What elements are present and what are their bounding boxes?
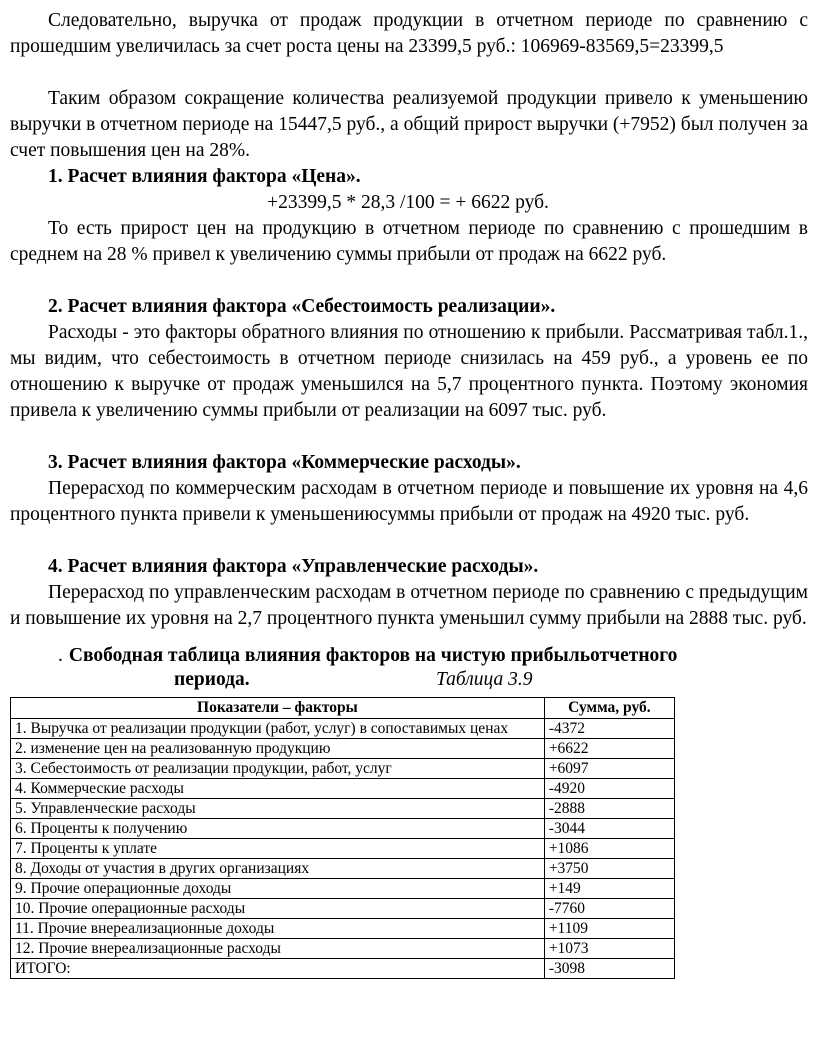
table-row xyxy=(11,899,675,919)
heading-factor-cost: 2. Расчет влияния фактора «Себестоимость реализации». xyxy=(48,296,556,317)
header-sum: Сумма, руб. xyxy=(544,698,674,719)
factor-cell: 10. Прочие операционные расходы xyxy=(11,899,545,919)
factor-cell: 8. Доходы от участия в других организациях xyxy=(11,859,545,879)
sum-cell: +149 xyxy=(544,879,674,899)
sum-cell: +1073 xyxy=(544,939,674,959)
factor-cell-total: ИТОГО: xyxy=(11,959,545,979)
table-row xyxy=(11,859,675,879)
sum-cell: +6622 xyxy=(544,739,674,759)
table-header-row xyxy=(11,698,675,719)
table-row xyxy=(11,939,675,959)
heading-factor-price: 1. Расчет влияния фактора «Цена». xyxy=(48,166,361,187)
factor-cell: 2. изменение цен на реализованную продукцию xyxy=(11,739,545,759)
factor-cell: 1. Выручка от реализации продукции (работ, услуг) в сопоставимых ценах xyxy=(11,719,545,739)
sum-cell: +6097 xyxy=(544,759,674,779)
formula-price: +23399,5 * 28,3 /100 = + 6622 руб. xyxy=(267,192,549,213)
table-title-dot: . xyxy=(58,645,63,666)
table-title-line1: Свободная таблица влияния факторов на чистую прибыльотчетного xyxy=(68,645,678,666)
heading-factor-management: 4. Расчет влияния фактора «Управленческие расходы». xyxy=(48,556,539,577)
table-title-line2: периода. xyxy=(174,669,250,690)
factor-cell: 9. Прочие операционные доходы xyxy=(11,879,545,899)
table-title xyxy=(58,644,778,668)
table-number: Таблица 3.9 xyxy=(436,669,533,690)
table-row xyxy=(11,819,675,839)
table-row-total xyxy=(11,959,675,979)
sum-cell: -4920 xyxy=(544,779,674,799)
sum-cell: +3750 xyxy=(544,859,674,879)
paragraph-cost-effect: Расходы - это факторы обратного влияния по отношению к прибыли. Рассматривая табл.1., мы видим, что себестоимость в отчетном периоде снизилась на 459 руб., а уровень ее по отношению к выручке от продаж уменьшился на 5,7 процентного пункта. Поэтому экономия привела к увеличению суммы прибыли от реализации на 6097 тыс. руб. xyxy=(10,322,808,421)
sum-cell: -4372 xyxy=(544,719,674,739)
table-row xyxy=(11,719,675,739)
factor-cell: 11. Прочие внереализационные доходы xyxy=(11,919,545,939)
heading-factor-commercial: 3. Расчет влияния фактора «Коммерческие расходы». xyxy=(48,452,521,473)
factor-cell: 4. Коммерческие расходы xyxy=(11,779,545,799)
sum-cell-total: -3098 xyxy=(544,959,674,979)
sum-cell: -7760 xyxy=(544,899,674,919)
paragraph-price-effect: То есть прирост цен на продукцию в отчетном периоде по сравнению с прошедшим в среднем на 28 % привел к увеличению суммы прибыли от продаж на 6622 руб. xyxy=(10,218,808,265)
paragraph-revenue-price: Следовательно, выручка от продаж продукции в отчетном периоде по сравнению с прошедшим увеличилась за счет роста цены на 23399,5 руб.: 106969-83569,5=23399,5 xyxy=(10,10,808,57)
table-row xyxy=(11,839,675,859)
factor-cell: 6. Проценты к получению xyxy=(11,819,545,839)
factor-table xyxy=(10,697,675,979)
sum-cell: -3044 xyxy=(544,819,674,839)
sum-cell: -2888 xyxy=(544,799,674,819)
paragraph-commercial-effect: Перерасход по коммерческим расходам в отчетном периоде и повышение их уровня на 4,6 процентного пункта привели к уменьшениюсуммы прибыли от продаж на 4920 тыс. руб. xyxy=(10,478,808,525)
paragraph-management-effect: Перерасход по управленческим расходам в отчетном периоде по сравнению с предыдущим и повышение их уровня на 2,7 процентного пункта уменьшил сумму прибыли на 2888 тыс. руб. xyxy=(10,582,808,629)
table-row xyxy=(11,759,675,779)
table-row xyxy=(11,799,675,819)
table-row xyxy=(11,919,675,939)
factor-cell: 7. Проценты к уплате xyxy=(11,839,545,859)
table-row xyxy=(11,879,675,899)
factor-cell: 12. Прочие внереализационные расходы xyxy=(11,939,545,959)
header-factors: Показатели – факторы xyxy=(11,698,545,719)
sum-cell: +1086 xyxy=(544,839,674,859)
table-row xyxy=(11,739,675,759)
paragraph-quantity-reduction: Таким образом сокращение количества реализуемой продукции привело к уменьшению выручки в отчетном периоде на 15447,5 руб., а общий прирост выручки (+7952) был получен за счет повышения цен на 28%. xyxy=(10,88,808,161)
factor-cell: 3. Себестоимость от реализации продукции, работ, услуг xyxy=(11,759,545,779)
factor-cell: 5. Управленческие расходы xyxy=(11,799,545,819)
sum-cell: +1109 xyxy=(544,919,674,939)
table-row xyxy=(11,779,675,799)
